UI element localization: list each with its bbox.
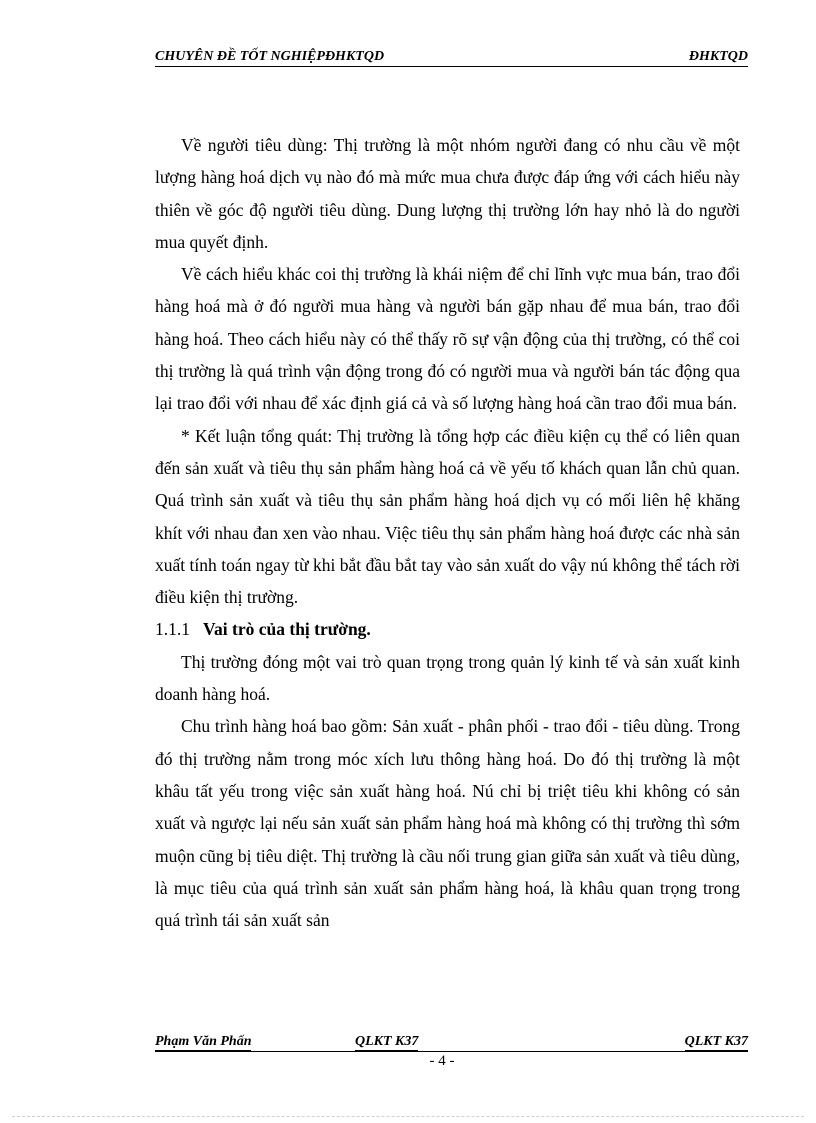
section-number: 1.1.1	[155, 619, 190, 640]
page-footer	[155, 1034, 748, 1052]
footer-class-center: QLKT K37	[355, 1034, 419, 1049]
page-number: - 4 -	[429, 1053, 455, 1069]
paragraph-goods-cycle: Chu trình hàng hoá bao gồm: Sản xuất - phân phối - trao đổi - tiêu dùng. Trong đó thị trường nằm trong móc xích lưu thông hàng hoá. Do đó thị trường là một khâu tất yếu trong việc sản xuất hàng hoá. Nú chỉ bị triệt tiêu khi không có sản xuất và ngược lại nếu sản xuất sản phẩm hàng hoá mà không có thị trường thì sớm muộn cũng bị tiêu diệt. Thị trường là cầu nối trung gian giữa sản xuất và tiêu dùng, là mục tiêu của quá trình sản xuất sản phẩm hàng hoá, là khâu quan trọng trong quá trình tái sản xuất sản	[155, 716, 740, 931]
header-institution: ĐHKTQD	[688, 49, 748, 64]
page-header	[155, 48, 748, 67]
section-title: Vai trò của thị trường.	[203, 619, 371, 640]
paragraph-exchange-view: Về cách hiểu khác coi thị trường là khái niệm để chỉ lĩnh vực mua bán, trao đổi hàng hoá mà ở đó người mua hàng và người bán gặp nhau để mua bán, trao đổi hàng hoá. Theo cách hiểu này có thể thấy rõ sự vận động của thị trường, có thể coi thị trường là quá trình vận động trong đó có người mua và người bán tác động qua lại trao đổi với nhau để xác định giá cả và số lượng hàng hoá cần trao đổi mua bán.	[155, 264, 740, 414]
footer-class-right: QLKT K37	[684, 1034, 748, 1049]
page-edge-divider	[12, 1116, 804, 1117]
footer-rule	[155, 1051, 748, 1052]
paragraph-market-role: Thị trường đóng một vai trò quan trọng trong quản lý kinh tế và sản xuất kinh doanh hàng hoá.	[155, 651, 740, 705]
section-heading	[155, 613, 740, 645]
paragraph-conclusion: * Kết luận tổng quát: Thị trường là tổng hợp các điều kiện cụ thể có liên quan đến sản xuất và tiêu thụ sản phẩm hàng hoá cả về yếu tố khách quan lẫn chủ quan. Quá trình sản xuất và tiêu thụ sản phẩm hàng hoá dịch vụ có mối liên hệ khăng khít với nhau đan xen vào nhau. Việc tiêu thụ sản phẩm hàng hoá được các nhà sản xuất tính toán ngay từ khi bắt đầu bắt tay vào sản xuất do vậy nú không thể tách rời điều kiện thị trường.	[155, 425, 740, 608]
document-body	[155, 129, 740, 936]
footer-author: Phạm Văn Phấn	[155, 1034, 252, 1049]
header-title: CHUYÊN ĐỀ TỐT NGHIỆPĐHKTQD	[155, 49, 385, 64]
paragraph-consumer-view: Về người tiêu dùng: Thị trường là một nhóm người đang có nhu cầu về một lượng hàng hoá dịch vụ nào đó mà mức mua chưa được đáp ứng với cách hiểu này thiên về góc độ người tiêu dùng. Dung lượng thị trường lớn hay nhỏ là do người mua quyết định.	[155, 135, 740, 252]
